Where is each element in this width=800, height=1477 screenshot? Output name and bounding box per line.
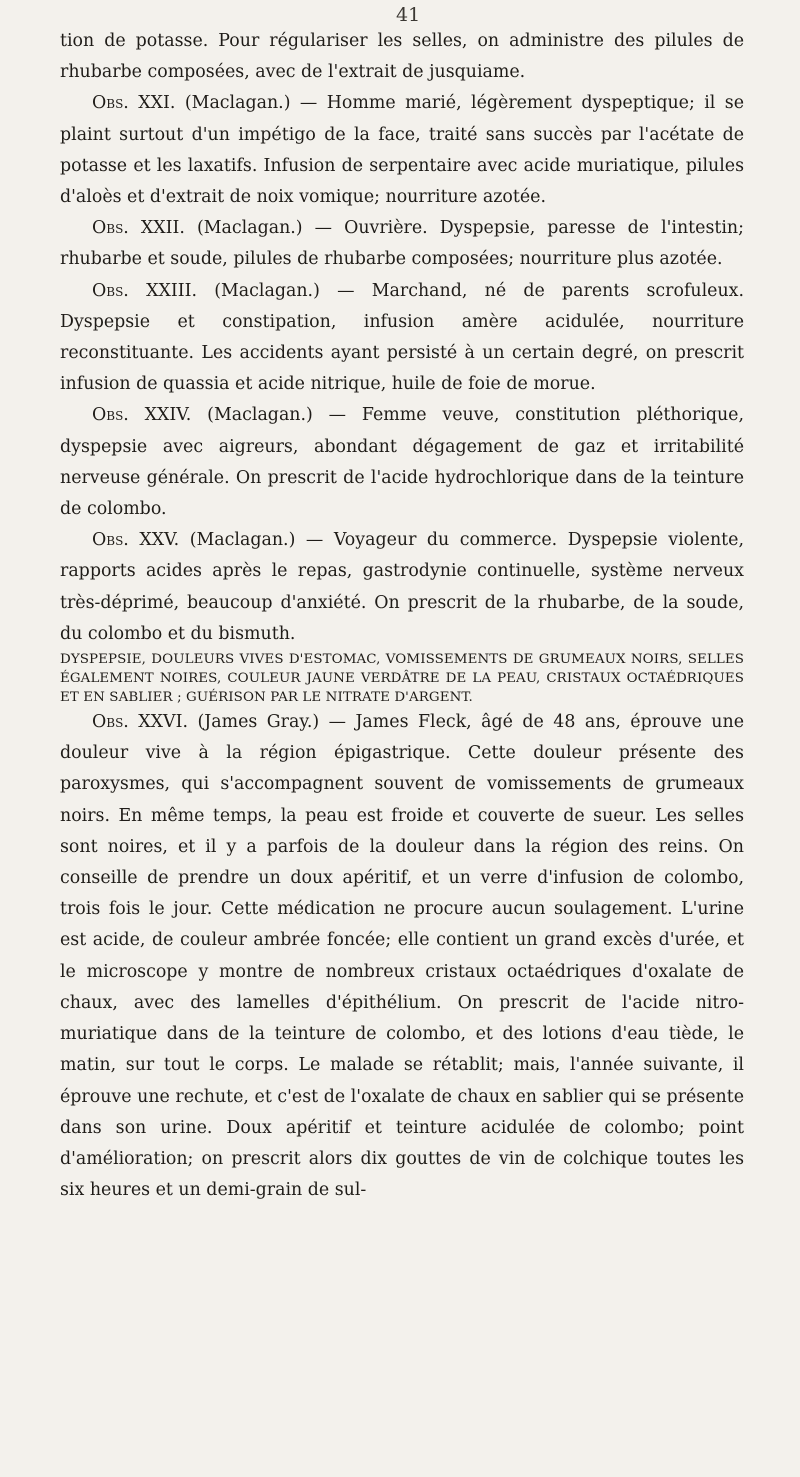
- observation-label: Obs. XXIV.: [92, 405, 192, 426]
- observation-22: [60, 213, 744, 275]
- page-text: [60, 26, 744, 1206]
- observation-text: (James Gray.) — James Fleck, âgé de 48 ans, éprouve une douleur vive à la région épigastrique. Cette douleur présente des paroxysmes, qui s'accompagnent souvent de vomissements de grumeaux noirs. En même temps, la peau est froide et couverte de sueur. Les selles sont noires, et il y a parfois de la douleur dans la région des reins. On conseille de prendre un doux apéritif, et un verre d'infusion de colombo, trois fois le jour. Cette médication ne procure aucun soulagement. L'urine est acide, de couleur ambrée foncée; elle contient un grand excès d'urée, et le microscope y montre de nombreux cristaux octaédriques d'oxalate de chaux, avec des lamelles d'épithélium. On prescrit de l'acide nitro-muriatique dans de la teinture de colombo, et des lotions d'eau tiède, le matin, sur tout le corps. Le malade se rétablit; mais, l'année suivante, il éprouve une rechute, et c'est de l'oxalate de chaux en sablier qui se présente dans son urine. Doux apéritif et teinture acidulée de colombo; point d'amélioration; on prescrit alors dix gouttes de vin de colchique toutes les six heures et un demi-grain de sul-: [60, 712, 744, 1201]
- observation-23: [60, 276, 744, 401]
- observation-25: [60, 525, 744, 650]
- page-number: 41: [396, 4, 421, 26]
- section-heading: DYSPEPSIE, DOULEURS VIVES D'ESTOMAC, VOMISSEMENTS DE GRUMEAUX NOIRS, SELLES ÉGALEMENT NOIRES, COULEUR JAUNE VERDÂTRE DE LA PEAU, CRISTAUX OCTAÉDRIQUES ET EN SABLIER ; GUÉRISON PAR LE NITRATE D'ARGENT.: [60, 652, 744, 706]
- observation-text: (Maclagan.) — Marchand, né de parents scrofuleux. Dyspepsie et constipation, infusion amère acidulée, nourriture reconstituante. Les accidents ayant persisté à un certain degré, on prescrit infusion de quassia et acide nitrique, huile de foie de morue.: [60, 280, 744, 395]
- observation-text: (Maclagan.) — Ouvrière. Dyspepsie, paresse de l'intestin; rhubarbe et soude, pilules de rhubarbe composées; nourriture plus azotée.: [60, 218, 744, 270]
- observation-text: (Maclagan.) — Femme veuve, constitution pléthorique, dyspepsie avec aigreurs, abondant dégagement de gaz et irritabilité nerveuse générale. On prescrit de l'acide hydrochlorique dans de la teinture de colombo.: [60, 405, 745, 520]
- observation-21: [60, 88, 744, 213]
- observation-text: (Maclagan.) — Homme marié, légèrement dyspeptique; il se plaint surtout d'un impétigo de la face, traité sans succès par l'acétate de potasse et les laxatifs. Infusion de serpentaire avec acide muriatique, pilules d'aloès et d'extrait de noix vomique; nourriture azotée.: [60, 93, 745, 208]
- observation-label: Obs. XXII.: [92, 218, 185, 239]
- observation-label: Obs. XXVI.: [92, 712, 188, 733]
- observation-label: Obs. XXIII.: [92, 280, 197, 301]
- observation-26: [60, 707, 744, 1206]
- paragraph-text: tion de potasse. Pour régulariser les selles, on administre des pilules de rhubarbe composées, avec de l'extrait de jusquiame.: [60, 31, 744, 83]
- observation-label: Obs. XXV.: [92, 530, 180, 551]
- observation-label: Obs. XXI.: [92, 93, 176, 114]
- paragraph-intro: [60, 26, 744, 88]
- observation-text: (Maclagan.) — Voyageur du commerce. Dyspepsie violente, rapports acides après le repas, gastrodynie continuelle, système nerveux très-déprimé, beaucoup d'anxiété. On prescrit de la rhubarbe, de la soude, du colombo et du bismuth.: [60, 530, 744, 644]
- observation-24: [60, 400, 744, 525]
